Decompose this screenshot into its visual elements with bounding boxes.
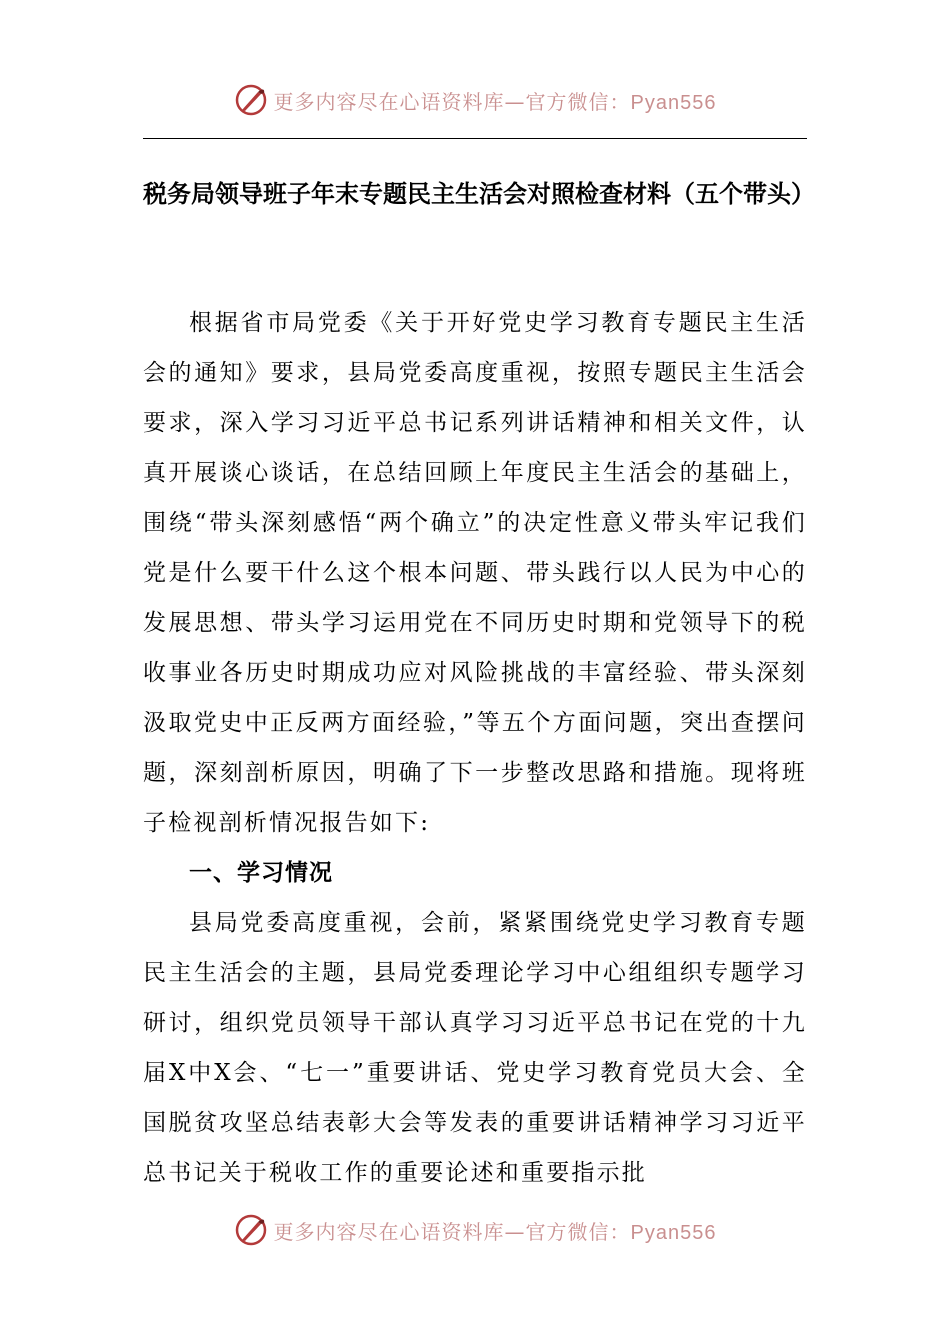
footer-watermark xyxy=(0,1210,950,1250)
watermark-text: 更多内容尽在心语资料库—官方微信：Pyan556 xyxy=(273,89,717,114)
section-heading-study: 一、学习情况 xyxy=(189,860,333,886)
pen-feather-icon xyxy=(234,1213,268,1247)
header-divider xyxy=(143,138,807,139)
watermark-wechat-id: Pyan556 xyxy=(630,1221,717,1244)
intro-paragraph: 根据省市局党委《关于开好党史学习教育专题民主生活会的通知》要求，县局党委高度重视，按照专题民主生活会要求，深入学习习近平总书记系列讲话精神和相关文件，认真开展谈心谈话，在总结回顾上年度民主生活会的基础上，围绕“带头深刻感悟“两个确立”的决定性意义带头牢记我们党是什么要干什么这个根本问题、带头践行以人民为中心的发展思想、带头学习运用党在不同历史时期和党领导下的税收事业各历史时期成功应对风险挑战的丰富经验、带头深刻汲取党史中正反两方面经验，”等五个方面问题，突出查摆问题，深刻剖析原因，明确了下一步整改思路和措施。现将班子检视剖析情况报告如下: xyxy=(143,310,807,836)
document-body xyxy=(143,298,807,1198)
pen-feather-icon xyxy=(234,83,268,117)
header-watermark xyxy=(0,80,950,120)
section-study-paragraph: 县局党委高度重视，会前，紧紧围绕党史学习教育专题民主生活会的主题，县局党委理论学习中心组组织专题学习研讨，组织党员领导干部认真学习习近平总书记在党的十九届X中X会、“七一”重要讲话、党史学习教育党员大会、全国脱贫攻坚总结表彰大会等发表的重要讲话精神学习习近平总书记关于税收工作的重要论述和重要指示批 xyxy=(143,910,807,1186)
watermark-text: 更多内容尽在心语资料库—官方微信：Pyan556 xyxy=(273,1219,717,1244)
document-title: 税务局领导班子年末专题民主生活会对照检查材料（五个带头） xyxy=(143,180,815,208)
watermark-wechat-id: Pyan556 xyxy=(630,91,717,114)
